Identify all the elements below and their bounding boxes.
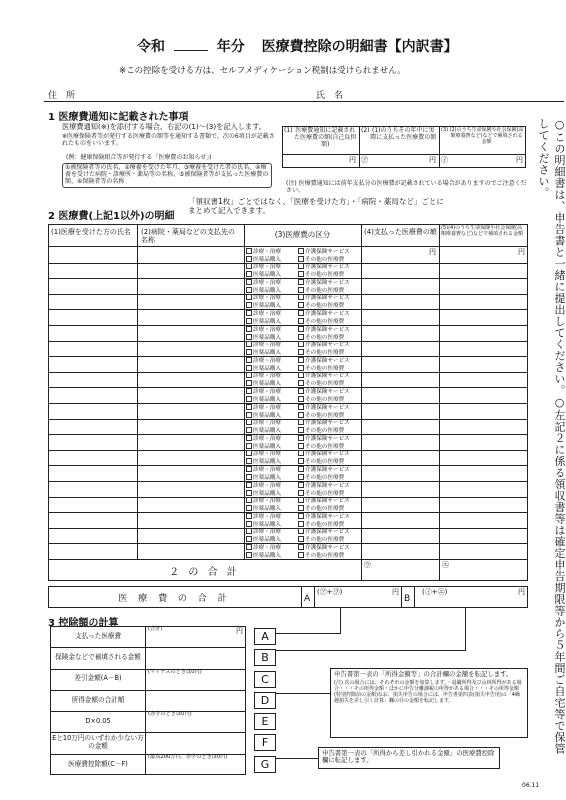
s3-heading: 3 控除額の計算: [48, 618, 119, 629]
checkbox-icon[interactable]: [298, 443, 304, 449]
option-label: 医薬品購入: [253, 537, 281, 544]
opt-medical[interactable]: [246, 357, 298, 365]
checkbox-icon[interactable]: [298, 505, 304, 511]
side-instructions: ○この明細書は、申告書と一緒に提出してください。○左記２に係る領収書等は確定申告期限等から５年間ご自宅等で保管してください。: [537, 118, 566, 755]
checkbox-icon[interactable]: [246, 302, 252, 308]
checkbox-icon[interactable]: [246, 513, 252, 519]
checkbox-icon[interactable]: [246, 544, 252, 550]
s2-total-mark-c: ㋒: [364, 561, 371, 569]
checkbox-icon[interactable]: [246, 365, 252, 371]
callout1: [330, 668, 528, 738]
checkbox-icon[interactable]: [246, 490, 252, 496]
checkbox-icon[interactable]: [298, 279, 304, 285]
checkbox-icon[interactable]: [246, 380, 252, 386]
s1-col2-num: (2): [361, 127, 370, 134]
option-label: 医薬品購入: [253, 443, 281, 450]
name-label: 氏 名: [316, 91, 344, 101]
checkbox-icon[interactable]: [246, 536, 252, 542]
checkbox-icon[interactable]: [246, 419, 252, 425]
option-label: その他の医療費: [305, 365, 345, 372]
checkbox-icon[interactable]: [246, 497, 252, 503]
s2-category-options: [246, 404, 360, 420]
option-label: 診療・治療: [253, 529, 281, 536]
opt-medical[interactable]: [246, 263, 298, 271]
s2-category-options: [246, 326, 360, 342]
option-label: 介護保険サービス: [305, 498, 350, 505]
option-label: その他の医療費: [305, 287, 345, 294]
option-label: 介護保険サービス: [305, 404, 350, 411]
option-label: その他の医療費: [305, 428, 345, 435]
s3-row-letter: A: [254, 628, 276, 645]
title-name: 医療費控除の明細書【内訳書】: [261, 39, 458, 55]
s1-col3-num: (3): [441, 127, 449, 133]
option-label: 介護保険サービス: [305, 310, 350, 317]
checkbox-icon[interactable]: [298, 248, 304, 254]
opt-medical[interactable]: [246, 404, 298, 412]
s2-category-options: [246, 497, 360, 513]
checkbox-icon[interactable]: [298, 466, 304, 472]
option-label: 診療・治療: [253, 279, 281, 286]
checkbox-icon[interactable]: [246, 474, 252, 480]
opt-medical[interactable]: [246, 279, 298, 287]
opt-medical[interactable]: [246, 450, 298, 458]
option-label: 介護保険サービス: [305, 435, 350, 442]
s2-yen-reimbursed[interactable]: 円: [518, 248, 525, 256]
option-label: 医薬品購入: [253, 474, 281, 481]
option-label: 診療・治療: [253, 310, 281, 317]
checkbox-icon[interactable]: [246, 505, 252, 511]
option-label: 介護保険サービス: [305, 513, 350, 520]
opt-medical[interactable]: [246, 544, 298, 552]
opt-care[interactable]: [298, 404, 350, 412]
opt-care[interactable]: [298, 497, 350, 505]
s2-category-options: [246, 388, 360, 404]
checkbox-icon[interactable]: [298, 365, 304, 371]
checkbox-icon[interactable]: [298, 482, 304, 488]
option-label: 介護保険サービス: [305, 342, 350, 349]
opt-care[interactable]: [298, 294, 350, 302]
option-label: 診療・治療: [253, 357, 281, 364]
grand-a-letter: A: [304, 594, 311, 604]
checkbox-icon[interactable]: [298, 294, 304, 300]
s1-note3: ①被保険者等の氏名、②療養を受けた年月、③療養を受けた者の氏名、④療養を受けた病院・診療所・薬局等の名称、⑤被保険者等が支払った医療費の額、⑥保険者等の名称: [62, 163, 272, 188]
opt-care[interactable]: [298, 450, 350, 458]
s2-category-options: [246, 419, 360, 435]
option-label: 介護保険サービス: [305, 295, 350, 302]
option-label: その他の医療費: [305, 506, 345, 513]
s1-col2-label: (1)のうちその年中に実際に支払った医療費の額: [370, 127, 437, 141]
option-label: 介護保険サービス: [305, 544, 350, 551]
option-label: その他の医療費: [305, 256, 345, 263]
checkbox-icon[interactable]: [246, 318, 252, 324]
opt-care[interactable]: [298, 419, 350, 427]
opt-care[interactable]: [298, 357, 350, 365]
checkbox-icon[interactable]: [246, 388, 252, 394]
address-line[interactable]: [44, 101, 564, 102]
checkbox-icon[interactable]: [246, 263, 252, 269]
opt-medical[interactable]: [246, 482, 298, 490]
grand-a-formula: (㋐+㋒): [317, 588, 343, 596]
s2-category-options: [246, 248, 360, 264]
option-label: 介護保険サービス: [305, 248, 350, 255]
checkbox-icon[interactable]: [246, 482, 252, 488]
option-label: 診療・治療: [253, 295, 281, 302]
option-label: その他の医療費: [305, 318, 345, 325]
s2-category-options: [246, 310, 360, 326]
s3-row-label: 保険金などで補填される金額: [55, 653, 141, 662]
checkbox-icon[interactable]: [298, 490, 304, 496]
s2-category-options: [246, 294, 360, 310]
opt-medical[interactable]: [246, 294, 298, 302]
checkbox-icon[interactable]: [246, 326, 252, 332]
option-label: 介護保険サービス: [305, 373, 350, 380]
opt-medical[interactable]: [246, 372, 298, 380]
checkbox-icon[interactable]: [298, 427, 304, 433]
option-label: 診療・治療: [253, 466, 281, 473]
form-title: [137, 36, 458, 56]
option-label: その他の医療費: [305, 521, 345, 528]
grand-b-formula: (㋑+㋓): [422, 588, 448, 596]
opt-care[interactable]: [298, 528, 350, 536]
callout2: 申告書第一表の「所得から差し引かれる金額」の医療費控除欄に転記します。: [318, 747, 500, 769]
grand-total-label: 医 療 費 の 合 計: [118, 593, 231, 604]
s3-row-note: (合計): [148, 626, 163, 632]
callout1-text: 申告書第一表の「所得金額等」の合計欄の金額を転記します。: [334, 670, 513, 678]
checkbox-icon[interactable]: [298, 380, 304, 386]
option-label: その他の医療費: [305, 334, 345, 341]
address-label: 住 所: [48, 91, 76, 101]
s2-total-label: ２ の 合 計: [169, 566, 240, 578]
s2-category-options: [246, 341, 360, 357]
option-label: 診療・治療: [253, 482, 281, 489]
checkbox-icon[interactable]: [246, 248, 252, 254]
s2-total-mark-d: ㋓: [442, 561, 449, 569]
s2-header-category: (3)医療費の区分: [274, 229, 331, 239]
opt-care[interactable]: [298, 513, 350, 521]
checkbox-icon[interactable]: [246, 412, 252, 418]
checkbox-icon[interactable]: [246, 404, 252, 410]
option-label: その他の医療費: [305, 474, 345, 481]
option-label: 医薬品購入: [253, 334, 281, 341]
checkbox-icon[interactable]: [298, 357, 304, 363]
s2-yen-paid[interactable]: 円: [429, 248, 436, 256]
opt-medical[interactable]: [246, 466, 298, 474]
s3-row-letter: C: [254, 671, 276, 688]
option-label: 介護保険サービス: [305, 326, 350, 333]
checkbox-icon[interactable]: [246, 349, 252, 355]
option-label: 診療・治療: [253, 513, 281, 520]
opt-medical[interactable]: [246, 388, 298, 396]
grand-b-letter: B: [404, 594, 411, 604]
option-label: 診療・治療: [253, 373, 281, 380]
option-label: 診療・治療: [253, 404, 281, 411]
s3-row-yen[interactable]: 円: [236, 627, 243, 635]
checkbox-icon[interactable]: [246, 435, 252, 441]
option-label: その他の医療費: [305, 381, 345, 388]
s1-col2-mark: ㋐: [361, 156, 368, 164]
option-label: 介護保険サービス: [305, 388, 350, 395]
option-label: その他の医療費: [305, 412, 345, 419]
s2-category-options: [246, 372, 360, 388]
s3-row-note: (赤字のときは0円): [148, 711, 192, 718]
option-label: 介護保険サービス: [305, 529, 350, 536]
s1-col3-mark: ㋑: [441, 156, 448, 164]
checkbox-icon[interactable]: [246, 294, 252, 300]
checkbox-icon[interactable]: [246, 466, 252, 472]
s2-category-options: [246, 263, 360, 279]
checkbox-icon[interactable]: [298, 544, 304, 550]
opt-medical[interactable]: [246, 341, 298, 349]
checkbox-icon[interactable]: [246, 279, 252, 285]
opt-care[interactable]: [298, 466, 350, 474]
checkbox-icon[interactable]: [246, 450, 252, 456]
title-year-blank[interactable]: [174, 50, 208, 51]
s1-instruction: 医療費通知(※)を添付する場合、右記の(1)～(3)を記入します。: [62, 122, 266, 131]
s1-col3-yen[interactable]: 円: [516, 156, 523, 164]
option-label: 診療・治療: [253, 498, 281, 505]
s3-row-note: (最高200万円、赤字のときは0円): [148, 753, 228, 760]
s2-header-paid: (4)支払った医療費の額: [364, 228, 437, 236]
opt-medical[interactable]: [246, 248, 298, 256]
checkbox-icon[interactable]: [298, 349, 304, 355]
option-label: その他の医療費: [305, 459, 345, 466]
option-label: 医薬品購入: [253, 506, 281, 513]
s3-row-label: 差引金額(A－B): [74, 674, 122, 683]
opt-medical[interactable]: [246, 419, 298, 427]
opt-care[interactable]: [298, 279, 350, 287]
checkbox-icon[interactable]: [298, 396, 304, 402]
option-label: 医薬品購入: [253, 256, 281, 263]
option-label: 医薬品購入: [253, 381, 281, 388]
option-label: 医薬品購入: [253, 303, 281, 310]
s2-category-options: [246, 357, 360, 373]
checkbox-icon[interactable]: [298, 419, 304, 425]
checkbox-icon[interactable]: [246, 443, 252, 449]
option-label: 介護保険サービス: [305, 420, 350, 427]
option-label: 医薬品購入: [253, 459, 281, 466]
opt-care[interactable]: [298, 310, 350, 318]
opt-care[interactable]: [298, 544, 350, 552]
option-label: 介護保険サービス: [305, 357, 350, 364]
option-label: 医薬品購入: [253, 287, 281, 294]
option-label: その他の医療費: [305, 303, 345, 310]
s3-row-label: D×0.05: [85, 716, 111, 725]
opt-care[interactable]: [298, 248, 350, 256]
option-label: 介護保険サービス: [305, 482, 350, 489]
grand-b-yen[interactable]: 円: [518, 588, 525, 596]
opt-medical[interactable]: [246, 310, 298, 318]
checkbox-icon[interactable]: [246, 521, 252, 527]
opt-care[interactable]: [298, 482, 350, 490]
option-label: その他の医療費: [305, 537, 345, 544]
option-label: 介護保険サービス: [305, 451, 350, 458]
notice: ※この控除を受ける方は、セルフメディケーション税制は受けられません。: [119, 66, 406, 76]
option-label: その他の医療費: [305, 272, 345, 279]
s1-col3-header: [441, 128, 525, 145]
title-year-suffix: 年分: [216, 39, 245, 55]
option-label: その他の医療費: [305, 350, 345, 357]
s2-header-reimbursed: (5)(4)のうち生命保険や社会保険(高額療養費など)などで補填される金額: [441, 225, 523, 237]
checkbox-icon[interactable]: [298, 536, 304, 542]
s2-category-options: [246, 435, 360, 451]
s2-category-options: [246, 528, 360, 544]
s3-row-label: 支払った医療費: [74, 631, 122, 640]
opt-care[interactable]: [298, 326, 350, 334]
s3-row-label: Eと10万円のいずれか少ない方の金額: [52, 734, 144, 751]
opt-care[interactable]: [298, 263, 350, 271]
checkbox-icon[interactable]: [298, 372, 304, 378]
opt-medical[interactable]: [246, 435, 298, 443]
checkbox-icon[interactable]: [298, 435, 304, 441]
option-label: 診療・治療: [253, 435, 281, 442]
s1-footnote: (注) 医療費通知には前年支払分の医療費が記載されている場合がありますのでご注意ください。: [286, 180, 527, 194]
s3-row-letter: B: [254, 649, 276, 666]
checkbox-icon[interactable]: [298, 458, 304, 464]
s1-heading: 1 医療費通知に記載された事項: [48, 112, 189, 123]
option-label: 診療・治療: [253, 388, 281, 395]
checkbox-icon[interactable]: [298, 263, 304, 269]
option-label: その他の医療費: [305, 490, 345, 497]
s1-col1-num: (1): [284, 127, 293, 134]
form-code: 06.11: [522, 782, 540, 789]
s2-category-options: [246, 482, 360, 498]
checkbox-icon[interactable]: [298, 318, 304, 324]
s3-row-letter: G: [254, 756, 276, 773]
s1-col3-label: (2)のうち生命保険や社会保険(高額療養費など)などで補填される金額: [449, 127, 524, 145]
s1-col1-header: [284, 128, 358, 149]
s3-row-note: (マイナスのときは0円): [148, 668, 202, 675]
checkbox-icon[interactable]: [298, 552, 304, 558]
opt-care[interactable]: [298, 388, 350, 396]
s2-category-options: [246, 544, 360, 560]
option-label: 医薬品購入: [253, 396, 281, 403]
opt-care[interactable]: [298, 372, 350, 380]
checkbox-icon[interactable]: [298, 388, 304, 394]
s1-note1: ※医療保険者等が発行する医療費の額等を通知する書類で、次の6項目が記載されたものをいいます。: [62, 133, 275, 147]
opt-medical[interactable]: [246, 497, 298, 505]
opt-medical[interactable]: [246, 513, 298, 521]
checkbox-icon[interactable]: [246, 552, 252, 558]
option-label: 医薬品購入: [253, 428, 281, 435]
checkbox-icon[interactable]: [246, 287, 252, 293]
option-label: 医薬品購入: [253, 412, 281, 419]
checkbox-icon[interactable]: [298, 450, 304, 456]
option-label: その他の医療費: [305, 443, 345, 450]
checkbox-icon[interactable]: [246, 458, 252, 464]
s3-row-label: 医療費控除額(C－F): [68, 759, 128, 768]
option-label: 医薬品購入: [253, 490, 281, 497]
checkbox-icon[interactable]: [298, 256, 304, 262]
option-label: 診療・治療: [253, 544, 281, 551]
option-label: 医薬品購入: [253, 272, 281, 279]
checkbox-icon[interactable]: [246, 341, 252, 347]
grand-a-yen[interactable]: 円: [392, 588, 399, 596]
s2-category-options: [246, 513, 360, 529]
option-label: 医薬品購入: [253, 350, 281, 357]
checkbox-icon[interactable]: [298, 310, 304, 316]
checkbox-icon[interactable]: [298, 334, 304, 340]
s2-subtext: 「領収書1枚」ごとではなく、「医療を受けた方」・「病院・薬局など」ごとにまとめて記入できます。: [188, 197, 444, 215]
option-label: 診療・治療: [253, 326, 281, 333]
checkbox-icon[interactable]: [298, 412, 304, 418]
option-label: 介護保険サービス: [305, 466, 350, 473]
option-label: 介護保険サービス: [305, 279, 350, 286]
checkbox-icon[interactable]: [298, 497, 304, 503]
checkbox-icon[interactable]: [298, 341, 304, 347]
checkbox-icon[interactable]: [246, 427, 252, 433]
option-label: 診療・治療: [253, 248, 281, 255]
option-label: その他の医療費: [305, 552, 345, 559]
s1-col1-yen[interactable]: 円: [349, 156, 356, 164]
checkbox-icon[interactable]: [298, 302, 304, 308]
checkbox-icon[interactable]: [246, 528, 252, 534]
s2-category-options: [246, 279, 360, 295]
s2-header-payee: (2)病院・薬局などの支払先の名称: [141, 228, 235, 245]
option-label: 医薬品購入: [253, 521, 281, 528]
checkbox-icon[interactable]: [298, 326, 304, 332]
s3-row-letter: F: [254, 734, 276, 751]
checkbox-icon[interactable]: [246, 256, 252, 262]
checkbox-icon[interactable]: [298, 287, 304, 293]
checkbox-icon[interactable]: [246, 357, 252, 363]
checkbox-icon[interactable]: [298, 271, 304, 277]
checkbox-icon[interactable]: [298, 474, 304, 480]
option-label: 診療・治療: [253, 264, 281, 271]
option-label: 医薬品購入: [253, 552, 281, 559]
s2-category-options: [246, 466, 360, 482]
callout1-note: (注) 次の場合には、それぞれの金額を加算します。・退職所得及び山林所得がある場合・・・その所得金額・ほかに申告分離課税の所得がある場合・・・その所得金額(特別控除前の金額)なお、損失申告の場合には、申告書第四表(損失申告用)の「4繰越損失を差し引く計算」欄の⑬の金額を転記します。: [334, 680, 522, 705]
option-label: 医薬品購入: [253, 318, 281, 325]
opt-care[interactable]: [298, 435, 350, 443]
checkbox-icon[interactable]: [298, 528, 304, 534]
checkbox-icon[interactable]: [298, 513, 304, 519]
s2-heading: 2 医療費(上記1以外)の明細: [48, 211, 175, 222]
checkbox-icon[interactable]: [246, 334, 252, 340]
s3-row-label: 所得金額の合計額: [71, 695, 125, 704]
option-label: 診療・治療: [253, 451, 281, 458]
option-label: その他の医療費: [305, 396, 345, 403]
checkbox-icon[interactable]: [246, 372, 252, 378]
option-label: 診療・治療: [253, 342, 281, 349]
option-label: 診療・治療: [253, 420, 281, 427]
option-label: 医薬品購入: [253, 365, 281, 372]
s3-row-letter: E: [254, 713, 276, 730]
s1-col2-header: [361, 128, 437, 142]
checkbox-icon[interactable]: [298, 404, 304, 410]
checkbox-icon[interactable]: [246, 271, 252, 277]
opt-care[interactable]: [298, 341, 350, 349]
opt-medical[interactable]: [246, 528, 298, 536]
checkbox-icon[interactable]: [246, 396, 252, 402]
title-era: 令和: [137, 39, 165, 55]
s2-header-name: (1)医療を受けた方の氏名: [51, 228, 131, 236]
s2-category-options: [246, 450, 360, 466]
checkbox-icon[interactable]: [298, 521, 304, 527]
s3-row-letter: D: [254, 692, 276, 709]
s1-note2: (例：健康保険組合等が発行する「医療費のお知らせ」): [66, 154, 212, 161]
checkbox-icon[interactable]: [246, 310, 252, 316]
s1-col1-label: 医療費通知に記載された医療費の額(自己負担額): [294, 127, 357, 148]
opt-medical[interactable]: [246, 326, 298, 334]
option-label: 介護保険サービス: [305, 264, 350, 271]
s1-col2-yen[interactable]: 円: [429, 156, 436, 164]
